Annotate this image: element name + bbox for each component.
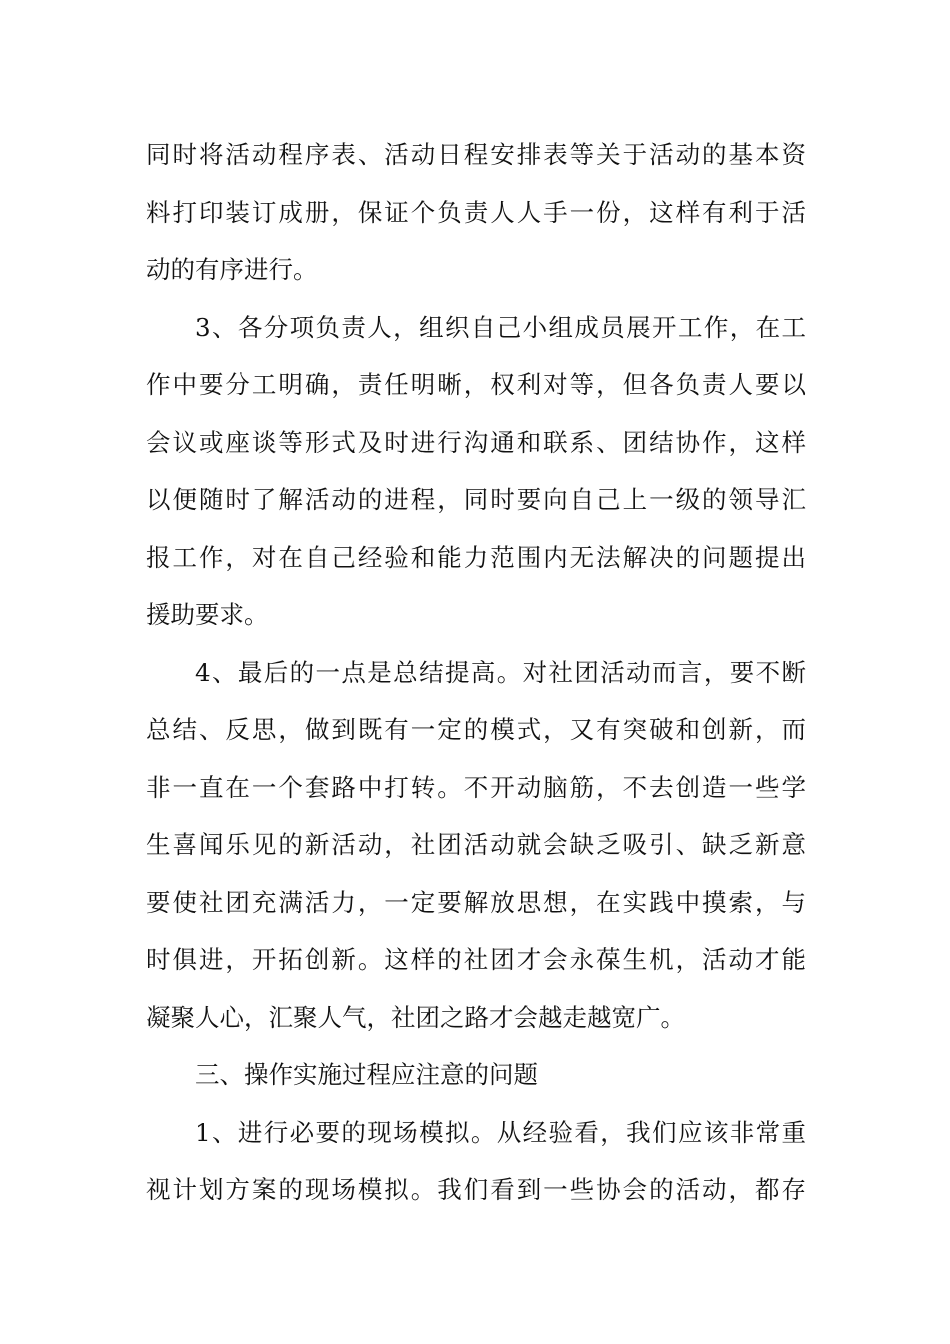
- text-line: 作中要分工明确，责任明晰，权利对等，但各负责人要以: [146, 370, 806, 399]
- text-line: 动的有序进行。: [146, 255, 318, 284]
- text-line: 视计划方案的现场模拟。我们看到一些协会的活动，都存: [146, 1175, 806, 1204]
- text-line: 援助要求。: [146, 600, 269, 629]
- text-line: 同时将活动程序表、活动日程安排表等关于活动的基本资: [146, 140, 806, 169]
- text-line: 三、操作实施过程应注意的问题: [195, 1060, 538, 1089]
- text-line: 1、进行必要的现场模拟。从经验看，我们应该非常重: [195, 1117, 806, 1147]
- text-line: 非一直在一个套路中打转。不开动脑筋，不去创造一些学: [146, 772, 806, 802]
- text-line: 生喜闻乐见的新活动，社团活动就会缺乏吸引、缺乏新意: [146, 830, 806, 859]
- body-text: [146, 126, 806, 1219]
- text-line: 报工作，对在自己经验和能力范围内无法解决的问题提出: [146, 542, 806, 572]
- text-line: 时俱进，开拓创新。这样的社团才会永葆生机，活动才能: [146, 945, 806, 974]
- text-line: 凝聚人心，汇聚人气，社团之路才会越走越宽广。: [146, 1002, 685, 1032]
- text-line: 3、各分项负责人，组织自己小组成员展开工作，在工: [195, 312, 806, 342]
- text-line: 4、最后的一点是总结提高。对社团活动而言，要不断: [195, 657, 806, 687]
- text-line: 会议或座谈等形式及时进行沟通和联系、团结协作，这样: [146, 427, 806, 457]
- text-line: 以便随时了解活动的进程，同时要向自己上一级的领导汇: [146, 485, 806, 514]
- text-line: 料打印装订成册，保证个负责人人手一份，这样有利于活: [146, 197, 806, 227]
- text-line: 总结、反思，做到既有一定的模式，又有突破和创新，而: [146, 715, 806, 744]
- text-line: 要使社团充满活力，一定要解放思想，在实践中摸索，与: [146, 887, 806, 917]
